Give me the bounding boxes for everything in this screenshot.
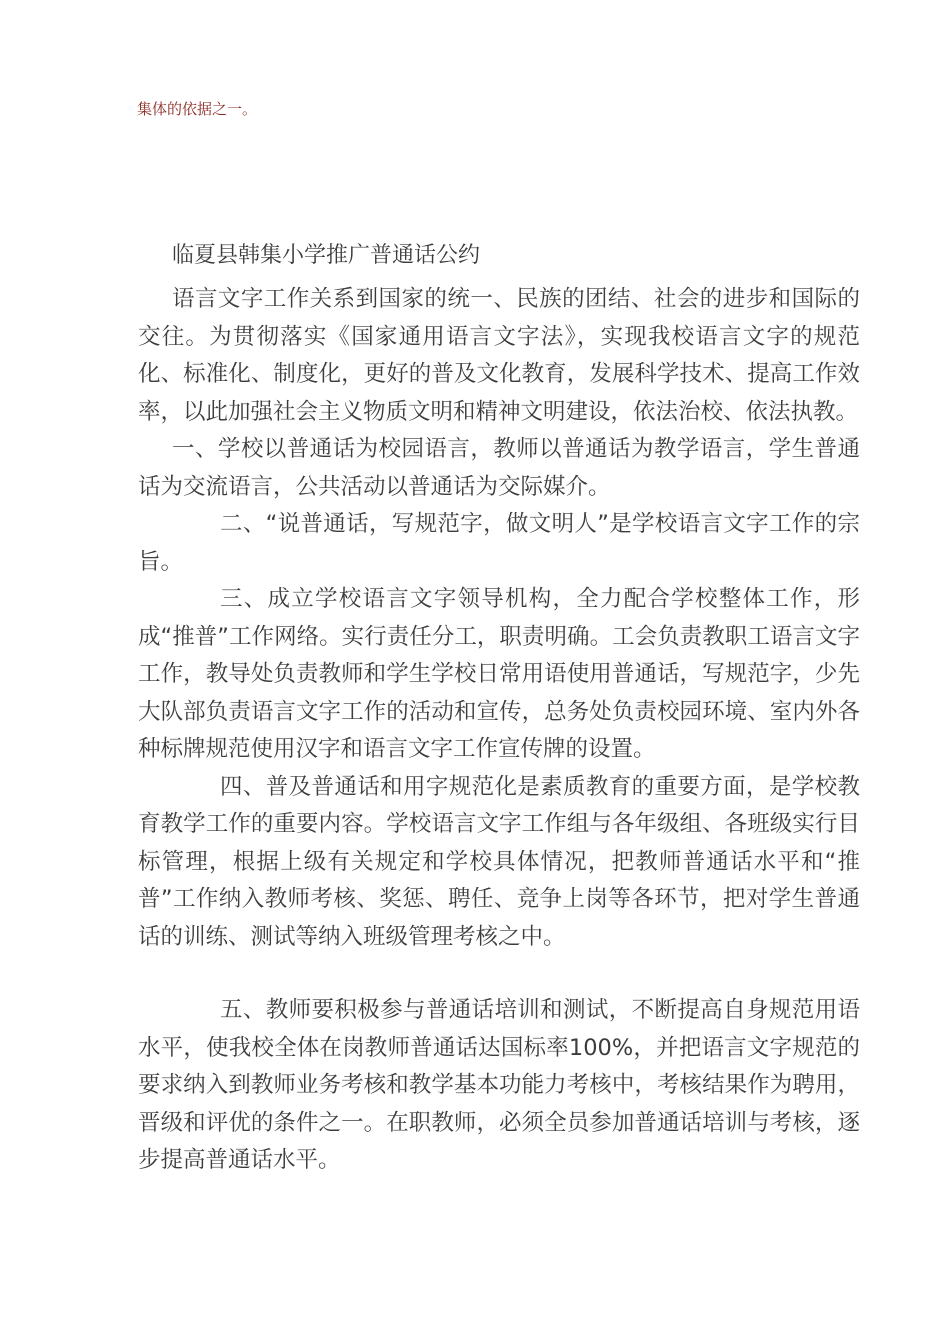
document-title: 临夏县韩集小学推广普通话公约 xyxy=(172,243,481,268)
paragraph-intro: 语言文字工作关系到国家的统一、民族的团结、社会的进步和国际的交往。为贯彻落实《国家通用语言文字法》，实现我校语言文字的规范化、标准化、制度化，更好的普及文化教育，发展科学技术、提高工作效率，以此加强社会主义物质文明和精神文明建设，依法治校、依法执教。 xyxy=(138,286,860,425)
paragraph-article-4: 四、普及普通话和用字规范化是素质教育的重要方面，是学校教育教学工作的重要内容。学校语言文字工作组与各年级组、各班级实行目标管理，根据上级有关规定和学校具体情况，把教师普通话水平和“推普”工作纳入教师考核、奖惩、聘任、竞争上岗等各环节，把对学生普通话的训练、测试等纳入班级管理考核之中。 xyxy=(138,773,860,950)
paragraph-article-3: 三、成立学校语言文字领导机构，全力配合学校整体工作，形成“推普”工作网络。实行责任分工，职责明确。工会负责教职工语言文字工作，教导处负责教师和学生学校日常用语使用普通话，写规范字，少先大队部负责语言文字工作的活动和宣传，总务处负责校园环境、室内外各种标牌规范使用汉字和语言文字工作宣传牌的设置。 xyxy=(138,586,860,762)
paragraph-article-1: 一、学校以普通话为校园语言，教师以普通话为教学语言，学生普通话为交流语言，公共活动以普通话为交际媒介。 xyxy=(138,436,860,500)
paragraph-article-5: 五、教师要积极参与普通话培训和测试，不断提高自身规范用语水平，使我校全体在岗教师普通话达国标率100%，并把语言文字规范的要求纳入到教师业务考核和教学基本功能力考核中，考核结果作为聘用，晋级和评优的条件之一。在职教师，必须全员参加普通话培训与考核，逐步提高普通话水平。 xyxy=(138,997,860,1173)
paragraph-article-2: 二、“说普通话，写规范字，做文明人”是学校语言文字工作的宗旨。 xyxy=(138,511,860,575)
carry-over-text: 集体的依据之一。 xyxy=(137,100,258,118)
document-body xyxy=(138,281,860,1180)
